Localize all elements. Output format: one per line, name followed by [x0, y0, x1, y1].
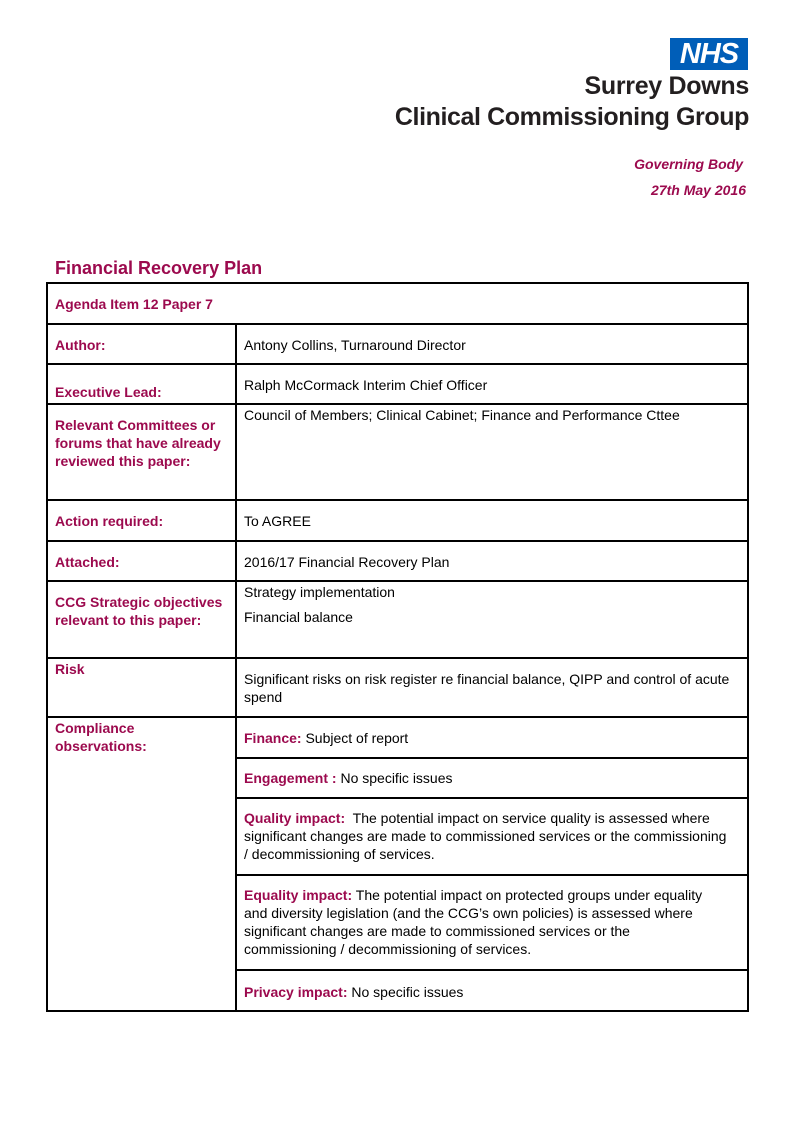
row-separator	[46, 716, 749, 718]
equality-heading: Equality impact:	[244, 887, 353, 903]
engagement-heading: Engagement :	[244, 770, 337, 786]
engagement-text: No specific issues	[336, 770, 453, 786]
compliance-equality	[244, 886, 714, 958]
table-border-bottom	[46, 1010, 749, 1012]
relevant-committees-label: Relevant Committees or forums that have already reviewed this paper:	[55, 417, 221, 469]
table-border-top	[46, 282, 749, 284]
compliance-label: Compliance observations:	[55, 720, 147, 754]
compliance-privacy	[244, 983, 739, 1001]
author-label: Author:	[55, 337, 106, 353]
row-separator	[46, 580, 749, 582]
row-separator	[46, 363, 749, 365]
strategic-objectives-label: CCG Strategic objectives relevant to this paper:	[55, 594, 223, 628]
subrow-separator	[235, 969, 749, 971]
row-separator	[46, 540, 749, 542]
row-separator	[46, 499, 749, 501]
quality-heading: Quality impact:	[244, 810, 346, 826]
executive-lead-value: Ralph McCormack Interim Chief Officer	[244, 377, 488, 393]
org-name-line2: Clinical Commissioning Group	[394, 103, 749, 131]
nhs-logo	[670, 38, 748, 70]
finance-text: Subject of report	[301, 730, 409, 746]
quality-text: The potential impact on service quality is assessed where significant changes are made to commissioned services or the commissioning / decommissioning of services.	[244, 810, 731, 862]
subrow-separator	[235, 797, 749, 799]
org-name-line1: Surrey Downs	[584, 72, 749, 100]
table-border-right	[747, 282, 749, 1012]
risk-value: Significant risks on risk register re financial balance, QIPP and control of acute spend	[244, 671, 730, 705]
row-separator	[46, 323, 749, 325]
risk-label: Risk	[55, 661, 85, 677]
finance-heading: Finance:	[244, 730, 302, 746]
executive-lead-label: Executive Lead:	[55, 384, 162, 400]
relevant-committees-value: Council of Members; Clinical Cabinet; Finance and Performance Cttee	[244, 407, 680, 423]
meeting-date: 27th May 2016	[651, 182, 746, 198]
action-required-label: Action required:	[55, 513, 164, 529]
table-border-left	[46, 282, 48, 1012]
agenda-item-label: Agenda Item 12 Paper 7	[55, 296, 213, 312]
table-column-divider	[235, 323, 237, 1012]
row-separator	[46, 403, 749, 405]
privacy-text: No specific issues	[347, 984, 464, 1000]
equality-text: The potential impact on protected groups under equality and diversity legislation (and the CCG’s own policies) is assessed where significant changes are made to commissioned services or the commissioning / decommissioning of services.	[244, 887, 703, 957]
compliance-quality	[244, 809, 729, 863]
row-separator	[46, 657, 749, 659]
author-value: Antony Collins, Turnaround Director	[244, 337, 466, 353]
attached-label: Attached:	[55, 554, 120, 570]
subrow-separator	[235, 757, 749, 759]
strategic-objective-item: Financial balance	[244, 609, 353, 625]
strategic-objective-item: Strategy implementation	[244, 584, 395, 600]
compliance-finance	[244, 729, 739, 747]
nhs-logo-text: NHS	[679, 38, 739, 70]
meeting-name: Governing Body	[634, 156, 743, 172]
compliance-engagement	[244, 769, 739, 787]
attached-value: 2016/17 Financial Recovery Plan	[244, 554, 450, 570]
action-required-value: To AGREE	[244, 513, 311, 529]
document-title: Financial Recovery Plan	[55, 258, 263, 278]
privacy-heading: Privacy impact:	[244, 984, 348, 1000]
subrow-separator	[235, 874, 749, 876]
